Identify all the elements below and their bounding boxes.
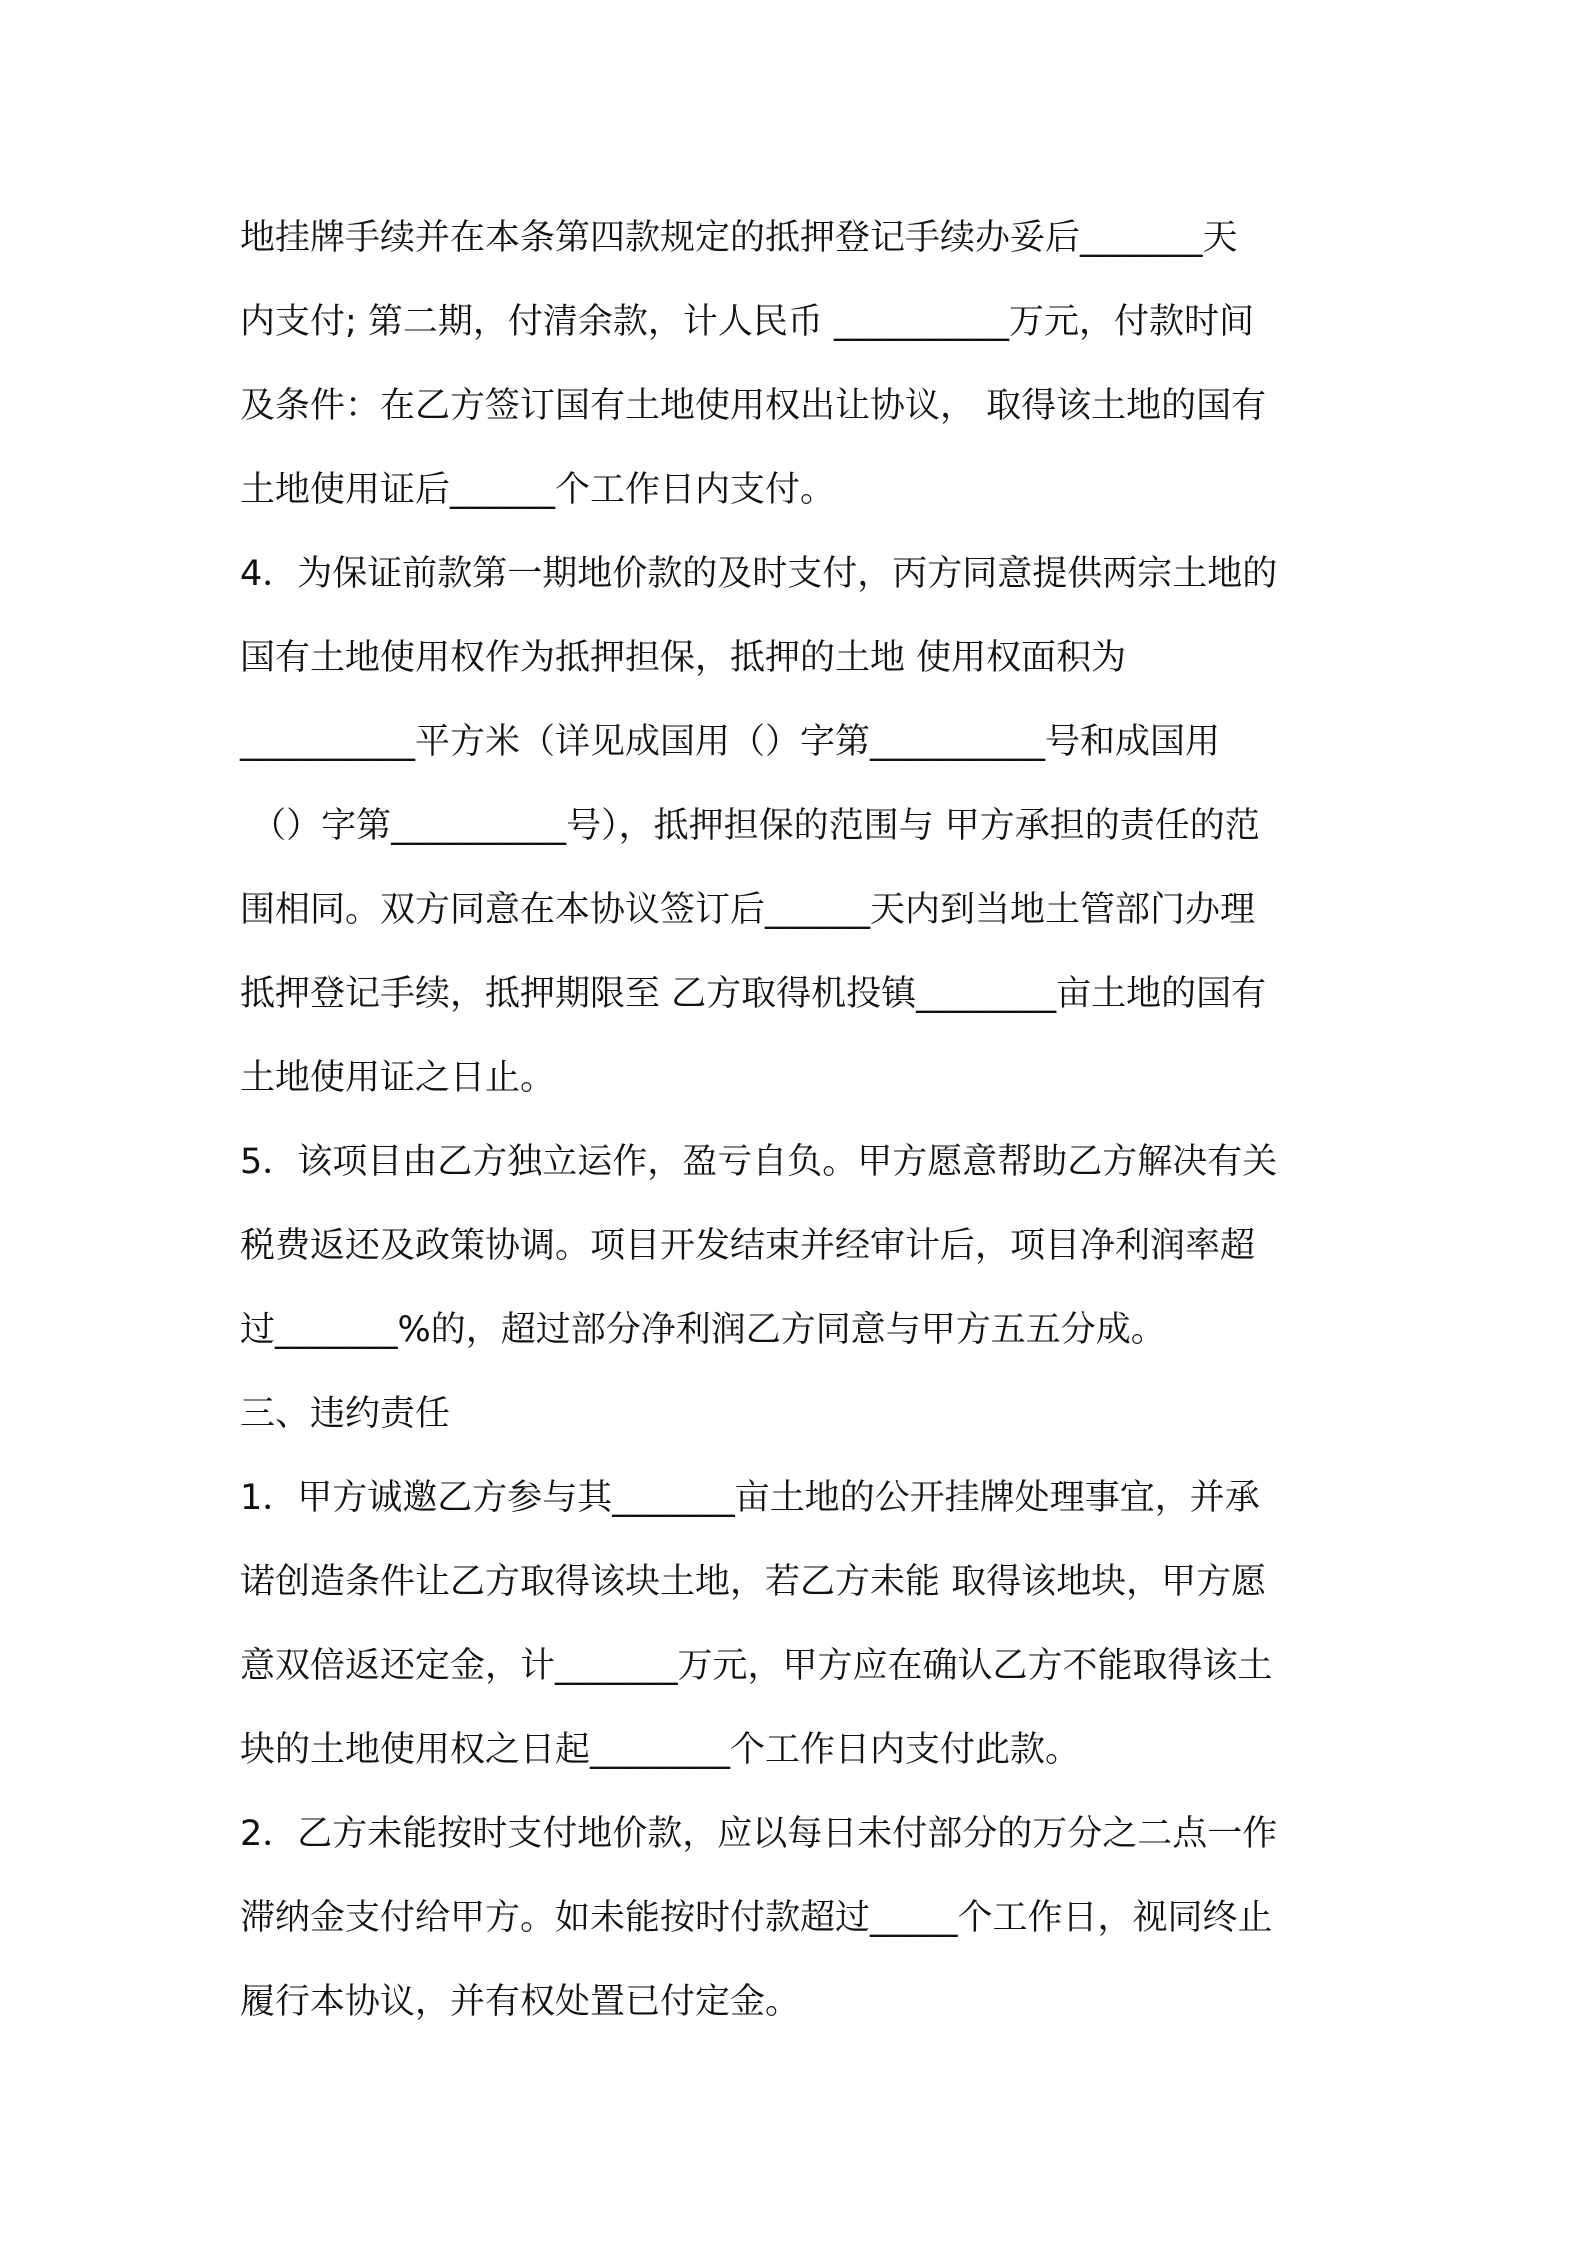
- text-line: 抵押登记手续，抵押期限至 乙方取得机投镇________亩土地的国有: [240, 974, 1267, 1014]
- text-line: 4．为保证前款第一期地价款的及时支付，丙方同意提供两宗土地的: [240, 554, 1278, 594]
- text-line: （）字第__________号），抵押担保的范围与 甲方承担的责任的范: [240, 806, 1260, 846]
- text-line: 5．该项目由乙方独立运作，盈亏自负。甲方愿意帮助乙方解决有关: [240, 1142, 1278, 1182]
- text-line: 滞纳金支付给甲方。如未能按时付款超过_____个工作日，视同终止: [240, 1898, 1273, 1938]
- text-line: 国有土地使用权作为抵押担保，抵押的土地 使用权面积为: [240, 638, 1127, 678]
- text-line: 意双倍返还定金，计_______万元，甲方应在确认乙方不能取得该土: [240, 1646, 1273, 1686]
- section-heading: 三、违约责任: [240, 1394, 451, 1434]
- text-line: 履行本协议，并有权处置已付定金。: [240, 1982, 801, 2022]
- text-line: __________平方米（详见成国用（）字第__________号和成国用: [240, 722, 1221, 762]
- text-line: 1．甲方诚邀乙方参与其_______亩土地的公开挂牌处理事宜，并承: [240, 1478, 1260, 1518]
- text-line: 土地使用证之日止。: [240, 1058, 556, 1098]
- text-line: 及条件：在乙方签订国有土地使用权出让协议， 取得该土地的国有: [240, 386, 1267, 426]
- text-line: 诺创造条件让乙方取得该块土地，若乙方未能 取得该地块，甲方愿: [240, 1562, 1267, 1602]
- text-line: 内支付; 第二期，付清余款，计人民币 __________万元，付款时间: [240, 302, 1255, 342]
- text-line: 税费返还及政策协调。项目开发结束并经审计后，项目净利润率超: [240, 1226, 1256, 1266]
- text-line: 过_______%的，超过部分净利润乙方同意与甲方五五分成。: [240, 1310, 1166, 1350]
- text-line: 土地使用证后______个工作日内支付。: [240, 470, 836, 510]
- text-line: 块的土地使用权之日起________个工作日内支付此款。: [240, 1730, 1081, 1770]
- text-line: 2．乙方未能按时支付地价款，应以每日未付部分的万分之二点一作: [240, 1814, 1278, 1854]
- text-line: 地挂牌手续并在本条第四款规定的抵押登记手续办妥后_______天: [240, 218, 1238, 258]
- text-line: 围相同。双方同意在本协议签订后______天内到当地土管部门办理: [240, 890, 1256, 930]
- document-body: [240, 196, 1352, 2044]
